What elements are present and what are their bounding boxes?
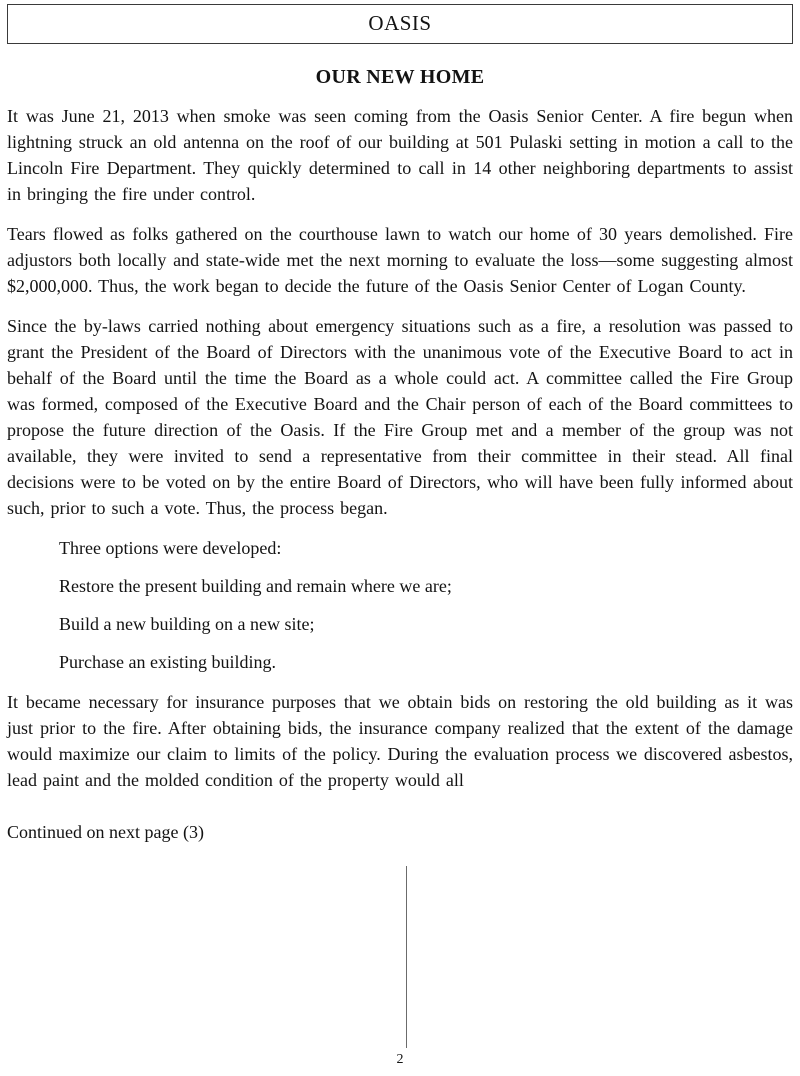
page-number: 2: [396, 1052, 404, 1067]
masthead-box: [7, 4, 793, 44]
column-divider: [406, 866, 407, 1048]
article-heading: OUR NEW HOME: [315, 66, 485, 88]
continued-note: Continued on next page (3): [7, 822, 204, 842]
body-paragraph-3: Since the by-laws carried nothing about emergency situations such as a fire, a resolution was passed to grant the President of the Board of Directors with the unanimous vote of the Executive Board to act in behalf of the Board until the time the Board as a whole could act. A committee called the Fire Group was formed, composed of the Executive Board and the Chair person of each of the Board committees to propose the future direction of the Oasis. If the Fire Group met and a member of the group was not available, they were invited to send a representative from their committee in their stead. All final decisions were to be voted on by the entire Board of Directors, who will have been fully informed about such, prior to such a vote. Thus, the process began.: [7, 316, 793, 518]
body-paragraph-1: It was June 21, 2013 when smoke was seen coming from the Oasis Senior Center. A fire begun when lightning struck an old antenna on the roof of our building at 501 Pulaski setting in motion a call to the Lincoln Fire Department. They quickly determined to call in 14 other neighboring departments to assist in bringing the fire under control.: [7, 106, 793, 204]
masthead-title: OASIS: [368, 11, 432, 35]
body-paragraph-4: It became necessary for insurance purposes that we obtain bids on restoring the old building as it was just prior to the fire. After obtaining bids, the insurance company realized that the extent of the damage would maximize our claim to limits of the policy. During the evaluation process we discovered asbestos, lead paint and the molded condition of the property would all: [7, 692, 793, 790]
option-line-3: Purchase an existing building.: [59, 652, 276, 672]
options-intro: Three options were developed:: [59, 538, 282, 558]
option-line-2: Build a new building on a new site;: [59, 614, 315, 634]
body-paragraph-2: Tears flowed as folks gathered on the courthouse lawn to watch our home of 30 years demolished. Fire adjustors both locally and state-wide met the next morning to evaluate the loss—some suggesting almost $2,000,000. Thus, the work began to decide the future of the Oasis Senior Center of Logan County.: [7, 224, 793, 296]
option-line-1: Restore the present building and remain where we are;: [59, 576, 452, 596]
